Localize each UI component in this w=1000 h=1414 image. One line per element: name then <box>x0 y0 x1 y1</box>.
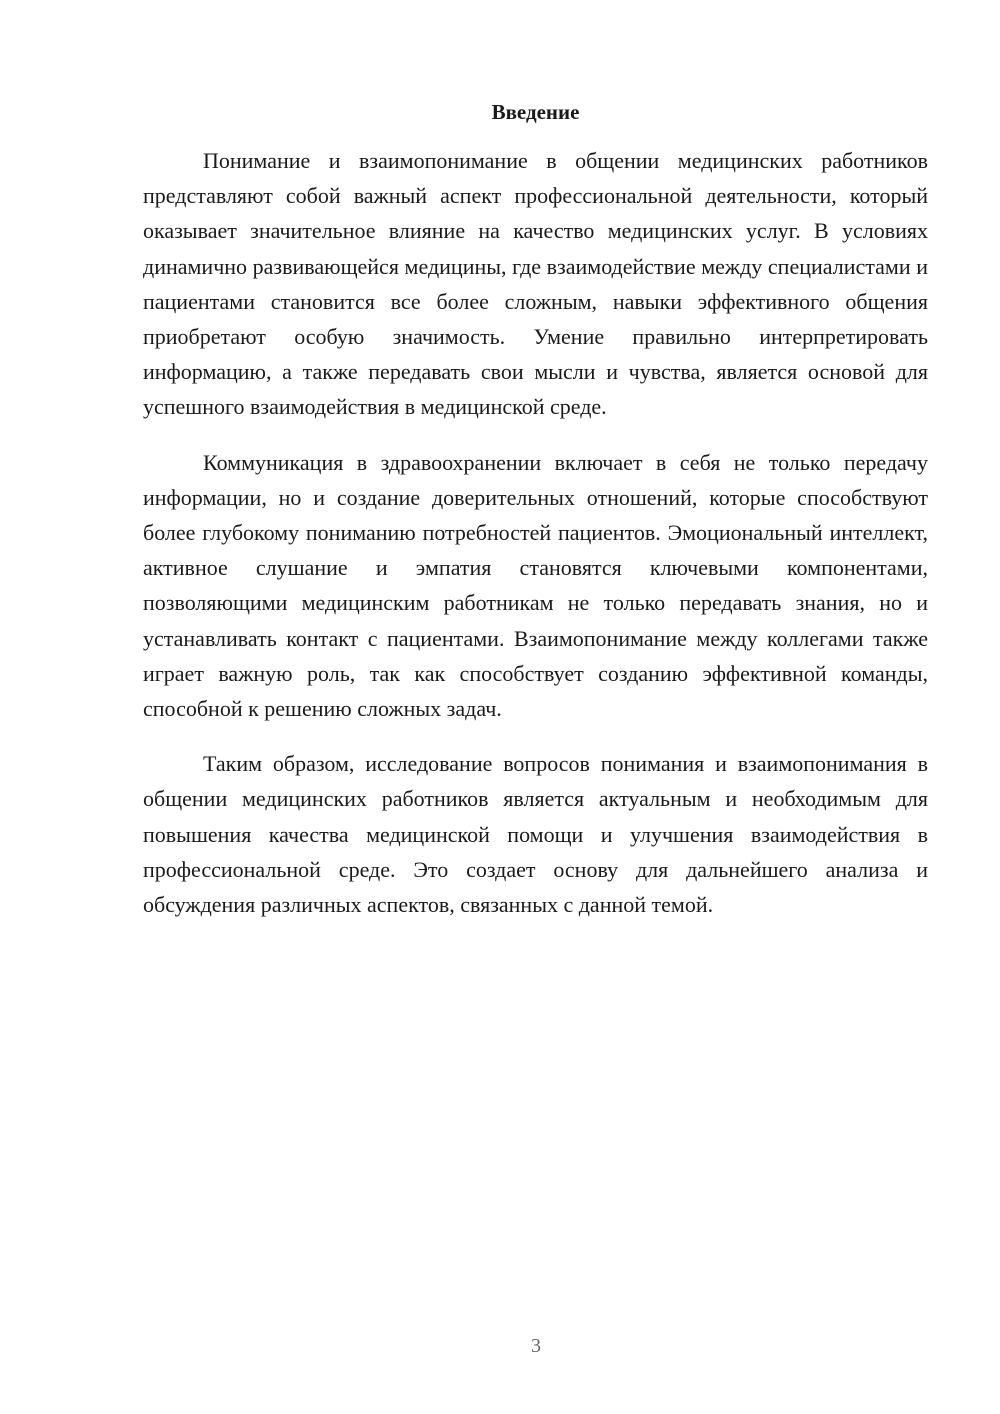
paragraph-1: Понимание и взаимопонимание в общении медицинских работников представляют собой важный аспект профессиональной деятельности, который оказывает значительное влияние на качество медицинских услуг. В условиях динамично развивающейся медицины, где взаимодействие между специалистами и пациентами становится все более сложным, навыки эффективного общения приобретают особую значимость. Умение правильно интерпретировать информацию, а также передавать свои мысли и чувства, является основой для успешного взаимодействия в медицинской среде. <box>143 148 928 420</box>
page-number: 3 <box>531 1335 541 1357</box>
paragraph-2: Коммуникация в здравоохранении включает в себя не только передачу информации, но и создание доверительных отношений, которые способствуют более глубокому пониманию потребностей пациентов. Эмоциональный интеллект, активное слушание и эмпатия становятся ключевыми компонентами, позволяющими медицинским работникам не только передавать знания, но и устанавливать контакт с пациентами. Взаимопонимание между коллегами также играет важную роль, так как способствует созданию эффективной команды, способной к решению сложных задач. <box>143 449 928 722</box>
section-heading: Введение <box>491 100 580 124</box>
body-text <box>143 143 928 942</box>
paragraph-3: Таким образом, исследование вопросов понимания и взаимопонимания в общении медицинских работников является актуальным и необходимым для повышения качества медицинской помощи и улучшения взаимодействия в профессиональной среде. Это создает основу для дальнейшего анализа и обсуждения различных аспектов, связанных с данной темой. <box>143 751 928 918</box>
